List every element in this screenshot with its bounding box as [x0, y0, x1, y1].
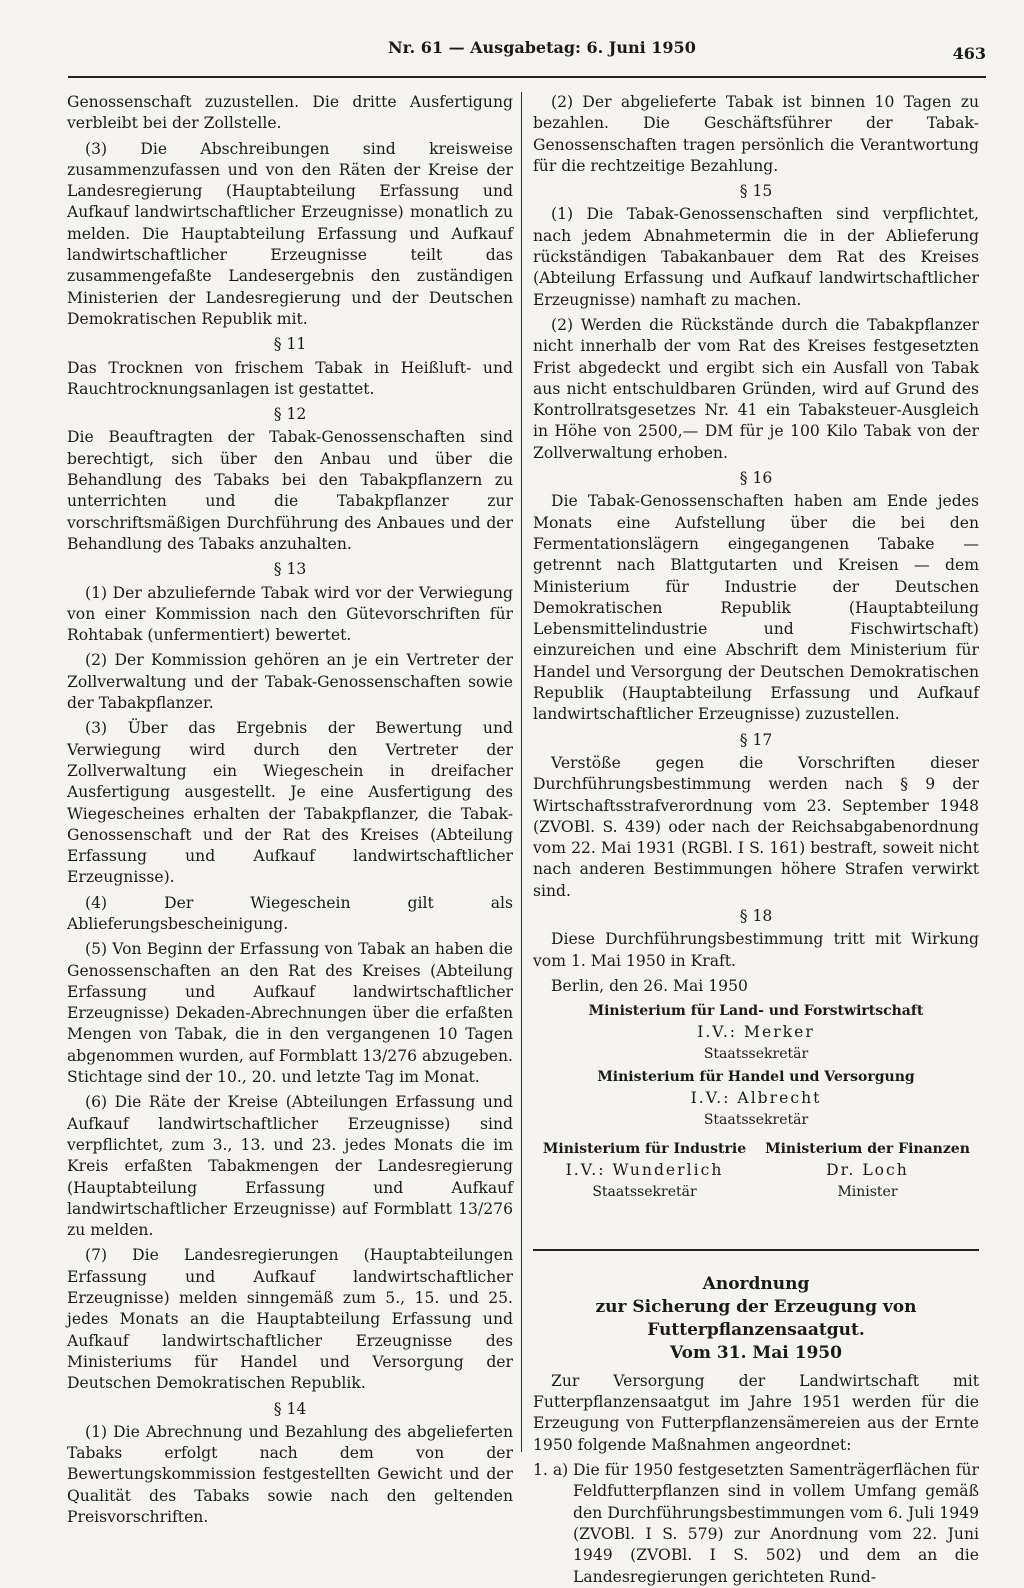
signatory-role: Staatssekretär	[703, 1045, 809, 1062]
section-heading: § 12	[273, 405, 307, 424]
paragraph: (2) Der abgelieferte Tabak ist binnen 10 Tagen zu bezahlen. Die Geschäftsführer der Tabak-Genossenschaften tragen persönlich die Verantwortung für die rechtzeitige Bezahlung.	[533, 93, 979, 175]
left-column	[67, 92, 513, 1532]
paragraph: Verstöße gegen die Vorschriften dieser Durchführungsbestimmung werden nach § 9 der Wirtschaftsstrafverordnung vom 23. September 1948 (ZVOBl. S. 439) oder nach der Reichsabgabenordnung vom 22. Mai 1931 (RGBl. I S. 161) bestraft, soweit nicht nach anderen Bestimmungen höhere Strafen verwirkt sind.	[533, 753, 979, 900]
signatory: I.V.: Albrecht	[690, 1089, 822, 1108]
paragraph: (1) Die Tabak-Genossenschaften sind verpflichtet, nach jedem Abnahmetermin die in der Ablieferung rückständigen Tabakanbauer dem Rat des Kreises (Abteilung Erfassung und Aufkauf landwirtschaftlicher Erzeugnisse) namhaft zu machen.	[533, 205, 979, 309]
paragraph: (4) Der Wiegeschein gilt als Ablieferungsbescheinigung.	[67, 893, 513, 933]
paragraph: Das Trocknen von frischem Tabak in Heißluft- und Rauchtrocknungsanlagen ist gestattet.	[67, 358, 513, 398]
section-heading: § 11	[273, 335, 307, 354]
paragraph: (1) Der abzuliefernde Tabak wird vor der Verwiegung von einer Kommission nach den Gütevorschriften für Rohtabak (unfermentiert) bewertet.	[67, 583, 513, 645]
ministry-name: Ministerium für Industrie	[542, 1140, 747, 1157]
list-item	[533, 1460, 979, 1588]
signatory-role: Minister	[837, 1183, 898, 1200]
paragraph: Diese Durchführungsbestimmung tritt mit Wirkung vom 1. Mai 1950 in Kraft.	[533, 930, 979, 970]
ministry-name: Ministerium für Land- und Forstwirtschaft	[588, 1003, 924, 1020]
section-heading: § 16	[739, 469, 773, 488]
paragraph: (3) Über das Ergebnis der Bewertung und Verwiegung wird durch den Vertreter der Zollverwaltung ein Wiegeschein in dreifacher Ausfertigung ausgestellt. Je eine Ausfertigung des Wiegescheines erhalten der Tabakpflanzer, die Tabak-Genossenschaft und der Rat des Kreises (Abteilung Erfassung und Aufkauf landwirtschaftlicher Erzeugnisse).	[67, 719, 513, 887]
paragraph: (6) Die Räte der Kreise (Abteilungen Erfassung und Aufkauf landwirtschaftlicher Erzeugnisse) sind verpflichtet, zum 3., 13. und 23. jedes Monats die im Kreis erfaßten Tabakmengen der Landesregierung (Hauptabteilung Erfassung und Aufkauf landwirtschaftlicher Erzeugnisse) auf Formblatt 13/276 zu melden.	[67, 1093, 513, 1240]
section-heading: § 18	[739, 906, 773, 925]
ministry-name: Ministerium für Handel und Versorgung	[597, 1069, 915, 1086]
section-heading: § 15	[739, 182, 773, 201]
section-heading: § 13	[273, 560, 307, 579]
paragraph: (2) Werden die Rückstände durch die Tabakpflanzer nicht innerhalb der vom Rat des Kreises festgesetzten Frist abgedeckt und ergibt sich ein Ausfall von Tabak aus nicht entschuldbaren Gründen, wird auf Grund des Kontrollratsgesetzes Nr. 41 ein Tabaksteuer-Ausgleich in Höhe von 2500,— DM für je 100 Kilo Tabak von der Zollverwaltung erhoben.	[533, 315, 979, 462]
section-heading: § 14	[273, 1399, 307, 1418]
page-header	[68, 36, 986, 78]
paragraph: (7) Die Landesregierungen (Hauptabteilungen Erfassung und Aufkauf landwirtschaftlicher Erzeugnisse) melden sinngemäß zum 5., 15. und 25. jedes Monats an die Hauptabteilung Erfassung und Aufkauf landwirtschaftlicher Erzeugnisse des Ministeriums für Handel und Versorgung der Deutschen Demokratischen Republik.	[67, 1246, 513, 1393]
ministry-name: Ministerium der Finanzen	[765, 1140, 970, 1157]
signature-block	[533, 1137, 756, 1205]
issue-title: Nr. 61 — Ausgabetag: 6. Juni 1950	[388, 38, 696, 57]
section-rule	[533, 1249, 979, 1251]
place-date: Berlin, den 26. Mai 1950	[551, 976, 748, 995]
paragraph: Die Tabak-Genossenschaften haben am Ende jedes Monats eine Aufstellung über die bei den Fermentationslägern eingegangenen Tabake — getrennt nach Blattgutarten und Kreisen — dem Ministerium für Industrie der Deutschen Demokratischen Republik (Hauptabteilung Lebensmittelindustrie und Fischwirtschaft) einzureichen und eine Abschrift dem Ministerium für Handel und Versorgung der Deutschen Demokratischen Republik (Hauptabteilung Erfassung und Aufkauf landwirtschaftlicher Erzeugnisse) zuzustellen.	[533, 492, 979, 724]
signature-pair	[533, 1137, 979, 1205]
paragraph: Genossenschaft zuzustellen. Die dritte Ausfertigung verbleibt bei der Zollstelle.	[67, 93, 513, 133]
signatory: Dr. Loch	[826, 1161, 909, 1180]
paragraph: Zur Versorgung der Landwirtschaft mit Futterpflanzensaatgut im Jahre 1951 werden für die Erzeugung von Futterpflanzensämereien aus der Ernte 1950 folgende Maßnahmen angeordnet:	[533, 1371, 979, 1454]
paragraph: (5) Von Beginn der Erfassung von Tabak an haben die Genossenschaften an den Rat des Kreises (Abteilung Erfassung und Aufkauf landwirtschaftlicher Erzeugnisse) Dekaden-Abrechnungen über die erfaßten Mengen von Tabak, die in den vergangenen 10 Tagen abgenommen wurden, auf Formblatt 13/276 abzugeben. Stichtage sind der 10., 20. und letzte Tag im Monat.	[67, 940, 513, 1087]
paragraph: (1) Die Abrechnung und Bezahlung des abgelieferten Tabaks erfolgt nach dem von der Bewertungskommission festgestellten Gewicht und der Qualität des Tabaks sowie nach den geltenden Preisvorschriften.	[67, 1422, 513, 1526]
section-heading: § 17	[739, 730, 773, 749]
list-number: 1. a)	[533, 1461, 569, 1480]
decree-title: Anordnung	[702, 1273, 810, 1294]
column-divider	[521, 92, 522, 1452]
signature-block	[756, 1137, 979, 1205]
signatory: I.V.: Wunderlich	[565, 1161, 724, 1180]
paragraph: Die Beauftragten der Tabak-Genossenschaften sind berechtigt, sich über den Anbau und über die Behandlung des Tabaks bei den Tabakpflanzern zu unterrichten und die Tabakpflanzer zur vorschriftsmäßigen Durchführung des Anbaues und der Behandlung des Tabaks anzuhalten.	[67, 428, 513, 553]
page-number: 463	[952, 44, 986, 63]
paragraph: (3) Die Abschreibungen sind kreisweise zusammenzufassen und von den Räten der Kreise der Landesregierung (Hauptabteilung Erfassung und Aufkauf landwirtschaftlicher Erzeugnisse) monatlich zu melden. Die Hauptabteilung Erfassung und Aufkauf landwirtschaftlicher Erzeugnisse teilt das zusammengefaßte Landesergebnis den zuständigen Ministerien der Landesregierung und der Deutschen Demokratischen Republik mit.	[67, 139, 513, 328]
signatory: I.V.: Merker	[697, 1023, 815, 1042]
signatory-role: Staatssekretär	[592, 1183, 697, 1200]
signatory-role: Staatssekretär	[703, 1111, 809, 1128]
paragraph: (2) Der Kommission gehören an je ein Vertreter der Zollverwaltung und der Tabak-Genossenschaften sowie der Tabakpflanzer.	[67, 651, 513, 713]
decree-date: Vom 31. Mai 1950	[670, 1342, 842, 1363]
decree-subtitle: zur Sicherung der Erzeugung von Futterpflanzensaatgut.	[595, 1296, 917, 1340]
list-text: Die für 1950 festgesetzten Samenträgerflächen für Feldfutterpflanzen sind in vollem Umfang gemäß den Durchführungsbestimmungen vom 6. Juli 1949 (ZVOBl. I S. 579) zur Anordnung vom 22. Juni 1949 (ZVOBl. I S. 502) und dem an die Landesregierungen gerichteten Rund-	[573, 1461, 979, 1586]
right-column	[533, 92, 979, 1588]
